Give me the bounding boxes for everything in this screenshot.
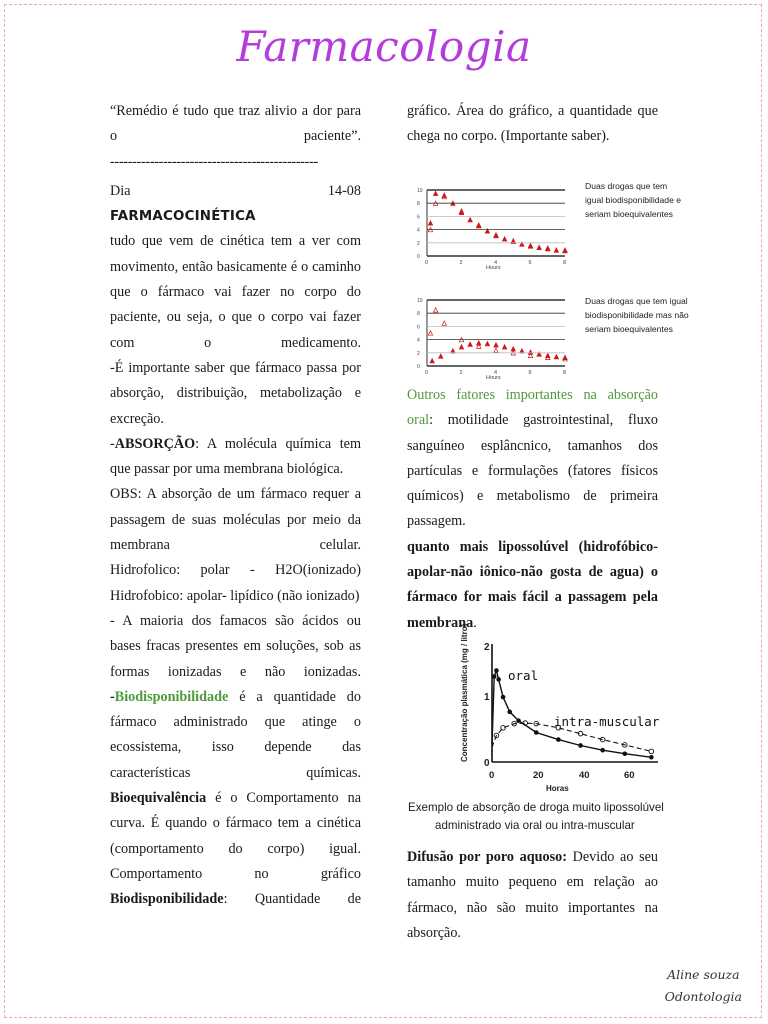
chart-point <box>433 308 437 312</box>
bio-text: é a quantidade do fármaco administrado que atinge o ecossistema, isso depende das características químicas. <box>110 688 361 781</box>
paragraph-processos: -É importante saber que fármaco passa por absorção, distribuição, metabolização e excreção. <box>110 359 361 427</box>
chart-x-tick: 0 <box>425 370 429 376</box>
right-column-top <box>407 99 658 150</box>
chart-point <box>430 359 434 363</box>
difusao-term: Difusão por poro aquoso: <box>407 849 567 865</box>
chart-point <box>468 342 472 346</box>
chart-x-tick: 2 <box>459 260 463 266</box>
page-title: Farmacologia <box>236 22 532 71</box>
absorcao-text: : A molécula química tem que passar por uma membrana biológica. <box>110 435 361 478</box>
fig3-xtick-0: 0 <box>489 770 495 781</box>
hidrofolico-line: Hidrofolico: polar - H2O(ionizado) <box>110 562 361 579</box>
biodisp-text: : Quantidade de <box>223 891 361 908</box>
biodisp-term: Biodisponibilidade <box>110 891 224 908</box>
fig2-caption-line-2: biodisponibilidade mas não <box>585 310 689 320</box>
figure-absorcao-oral-im <box>400 623 712 837</box>
chart-point <box>451 349 455 353</box>
chart-1-svg <box>405 172 682 272</box>
chart-y-tick: 8 <box>417 311 420 318</box>
paragraph-bioequivalencia <box>110 786 361 887</box>
difusao-text: Devido ao seu tamanho muito pequeno em relação ao fármaco, não são muito importantes na absorção. <box>407 849 658 941</box>
bioeq-text: é o Comportamento na curva. É quando o fármaco tem a cinética (comportamento do corpo) igual. Comportamento no gráfico <box>110 790 361 882</box>
fig3-label-oral: oral <box>508 668 539 683</box>
chart-x-tick: 6 <box>528 370 532 376</box>
paragraph-maioria: - A maioria dos famacos são ácidos ou bases fracas presentes em soluções, sob as formas ionizadas e não ionizadas. <box>110 612 361 680</box>
date-label: Dia <box>110 182 131 199</box>
fig2-xlabel: Hours <box>486 375 501 381</box>
fig3-xlabel: Horas <box>546 784 569 793</box>
chart-x-tick: 8 <box>563 370 567 376</box>
separator: ----------------------------------------------- <box>110 153 318 170</box>
chart-y-tick: 10 <box>417 298 423 304</box>
figure-not-bioequivalent <box>405 283 689 383</box>
chart-2-svg <box>405 283 689 383</box>
chart-point <box>433 191 437 195</box>
bio-term: Biodisponibilidade <box>114 688 229 705</box>
chart-y-tick: 8 <box>417 201 420 208</box>
fig3-ylabel: Concentração plasmática (mg / litro) <box>460 623 469 762</box>
bioeq-term: Bioequivalência <box>110 790 207 807</box>
chart-y-tick: 6 <box>417 324 420 331</box>
chart-point <box>537 245 541 249</box>
chart-point <box>459 345 463 349</box>
fig3-xtick-40: 40 <box>579 770 590 781</box>
chart-point <box>428 221 432 225</box>
date-line <box>110 179 361 204</box>
chart-y-tick: 10 <box>417 188 423 194</box>
hidrofobico-line: Hidrofobico: apolar- lipídico (não ionizado) <box>110 587 360 604</box>
fig3-xtick-60: 60 <box>624 770 635 781</box>
chart-point <box>554 355 558 359</box>
signature <box>665 964 742 1008</box>
paragraph-biodisponibilidade <box>110 685 361 786</box>
chart-y-tick: 4 <box>417 227 420 234</box>
bio-prefix: - <box>110 688 115 705</box>
paragraph-obs: OBS: A absorção de um fármaco requer a passagem de suas moléculas por meio da membrana celular. <box>110 486 361 554</box>
lipossoluvel-end: . <box>473 614 477 631</box>
fig1-caption-line-2: igual biodisponibilidade e <box>585 195 682 205</box>
chart-point <box>485 341 489 345</box>
right-column-middle <box>407 383 658 636</box>
chart-point <box>439 354 443 358</box>
fig1-caption-line-1: Duas drogas que tem <box>585 181 668 191</box>
chart-point <box>554 248 558 252</box>
chart-point <box>494 348 498 352</box>
absorcao-prefix: - <box>110 435 115 452</box>
chart-point <box>502 345 506 349</box>
chart-y-tick: 2 <box>417 240 420 247</box>
chart-x-tick: 0 <box>425 260 429 266</box>
chart-point <box>502 237 506 241</box>
date-value: 14-08 <box>327 182 361 199</box>
chart-y-tick: 2 <box>417 350 420 357</box>
signature-course: Odontologia <box>664 989 742 1004</box>
paragraph-continuation: gráfico. Área do gráfico, a quantidade que chega no corpo. (Importante saber). <box>407 103 658 145</box>
lipossoluvel-text: quanto mais lipossolúvel (hidrofóbico-apolar-não iônico-não gosta de agua) o fármaco for mais fácil a passagem pela membrana <box>407 538 658 631</box>
fig3-ytick-2: 2 <box>484 642 490 653</box>
fig2-caption-line-3: seriam bioequivalentes <box>585 324 673 334</box>
paragraph-lipossoluvel <box>407 535 658 636</box>
chart-point <box>468 218 472 222</box>
paragraph-outros-fatores <box>407 383 658 535</box>
section-heading: FARMACOCINÉTICA <box>110 209 256 225</box>
chart-point <box>428 331 432 335</box>
fig2-caption-line-1: Duas drogas que tem igual <box>585 296 688 306</box>
quote: “Remédio é tudo que traz alivio a dor para o paciente”. <box>110 103 361 145</box>
chart-x-tick: 2 <box>459 370 463 376</box>
paragraph-absorcao <box>110 432 361 483</box>
chart-point-intra-muscular <box>649 749 654 754</box>
chart-y-tick: 4 <box>417 337 420 344</box>
fig1-xlabel: Hours <box>486 265 501 271</box>
signature-name: Aline souza <box>667 967 740 982</box>
left-column <box>110 99 361 913</box>
chart-x-tick: 4 <box>494 260 498 266</box>
fig3-xtick-20: 20 <box>533 770 544 781</box>
paragraph-biodisp-grafico <box>110 887 361 912</box>
chart-x-tick: 8 <box>563 260 567 266</box>
fig3-label-im: intra-muscular <box>554 714 660 729</box>
paragraph-difusao <box>407 845 658 946</box>
absorcao-term: ABSORÇÃO <box>114 435 196 452</box>
right-column-bottom <box>407 845 658 946</box>
chart-point <box>442 193 446 197</box>
chart-point <box>494 343 498 347</box>
chart-3-svg <box>400 623 712 837</box>
fig3-ytick-1: 1 <box>484 692 490 703</box>
chart-y-tick: 0 <box>417 254 420 260</box>
fig3-caption-line-2: administrado via oral ou intra-muscular <box>435 819 635 832</box>
chart-y-tick: 0 <box>417 364 420 370</box>
fig3-caption-line-1: Exemplo de absorção de droga muito lipossolúvel <box>408 801 664 814</box>
figure-bioequivalent <box>405 172 682 272</box>
chart-y-tick: 6 <box>417 214 420 221</box>
outros-text: : motilidade gastrointestinal, fluxo sanguíneo esplâncnico, tamanhos dos partículas e formulações (fatores físicos químicos) e metabolismo de primeira passagem. <box>407 412 658 530</box>
fig1-caption-line-3: seriam bioequivalentes <box>585 209 673 219</box>
paragraph-cinetica: tudo que vem de cinética tem a ver com movimento, então basicamente é o caminho que o fármaco vai fazer no corpo do paciente, ou seja, o que o corpo vai fazer com o medicamento. <box>110 233 361 351</box>
chart-point <box>520 349 524 353</box>
fig3-ytick-0: 0 <box>484 758 490 769</box>
outros-green: Outros fatores importantes na absorção oral <box>407 387 658 429</box>
chart-point <box>442 321 446 325</box>
chart-x-tick: 4 <box>494 370 498 376</box>
chart-x-tick: 6 <box>528 260 532 266</box>
